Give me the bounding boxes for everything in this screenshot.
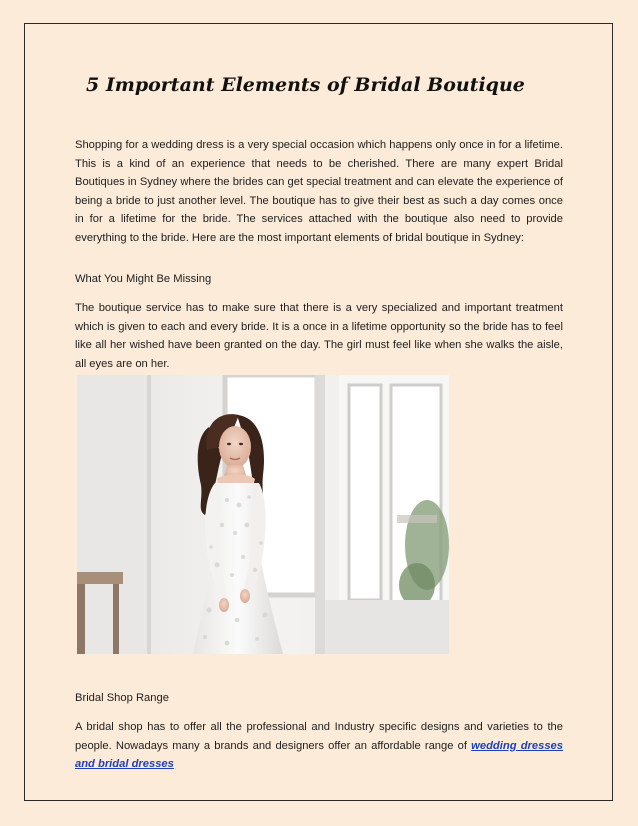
- section-body-missing: The boutique service has to make sure that there is a very specialized and important treatment which is given to each and every bride. It is a once in a lifetime opportunity so the bride has to feel like all her wished have been granted on the day. The girl must feel like when she walks the aisle, all eyes are on her.: [75, 302, 563, 370]
- section-body-range-text: A bridal shop has to offer all the professional and Industry specific designs and varieties to the people. Nowadays many a brands and designers offer an affordable range of: [75, 721, 563, 752]
- section-heading-missing: What You Might Be Missing: [75, 273, 212, 285]
- intro-paragraph: Shopping for a wedding dress is a very special occasion which happens only once in for a lifetime. This is a kind of an experience that needs to be cherished. There are many expert Bridal Boutiques in Sydney where the brides can get special treatment and can elevate the experience of being a bride to just another level. The boutique has to give their best as such a day comes once in for a lifetime for the bride. The services attached with the boutique also need to provide everything to the bride. Here are the most important elements of bridal boutique in Sydney:: [75, 139, 563, 244]
- bridal-photo: [77, 375, 449, 654]
- document-title: 5 Important Elements of Bridal Boutique: [86, 74, 525, 96]
- section-heading-range: Bridal Shop Range: [75, 692, 169, 704]
- wedding-dresses-link[interactable]: wedding dresses and bridal dresses: [75, 739, 563, 770]
- section-body-range: [75, 718, 563, 774]
